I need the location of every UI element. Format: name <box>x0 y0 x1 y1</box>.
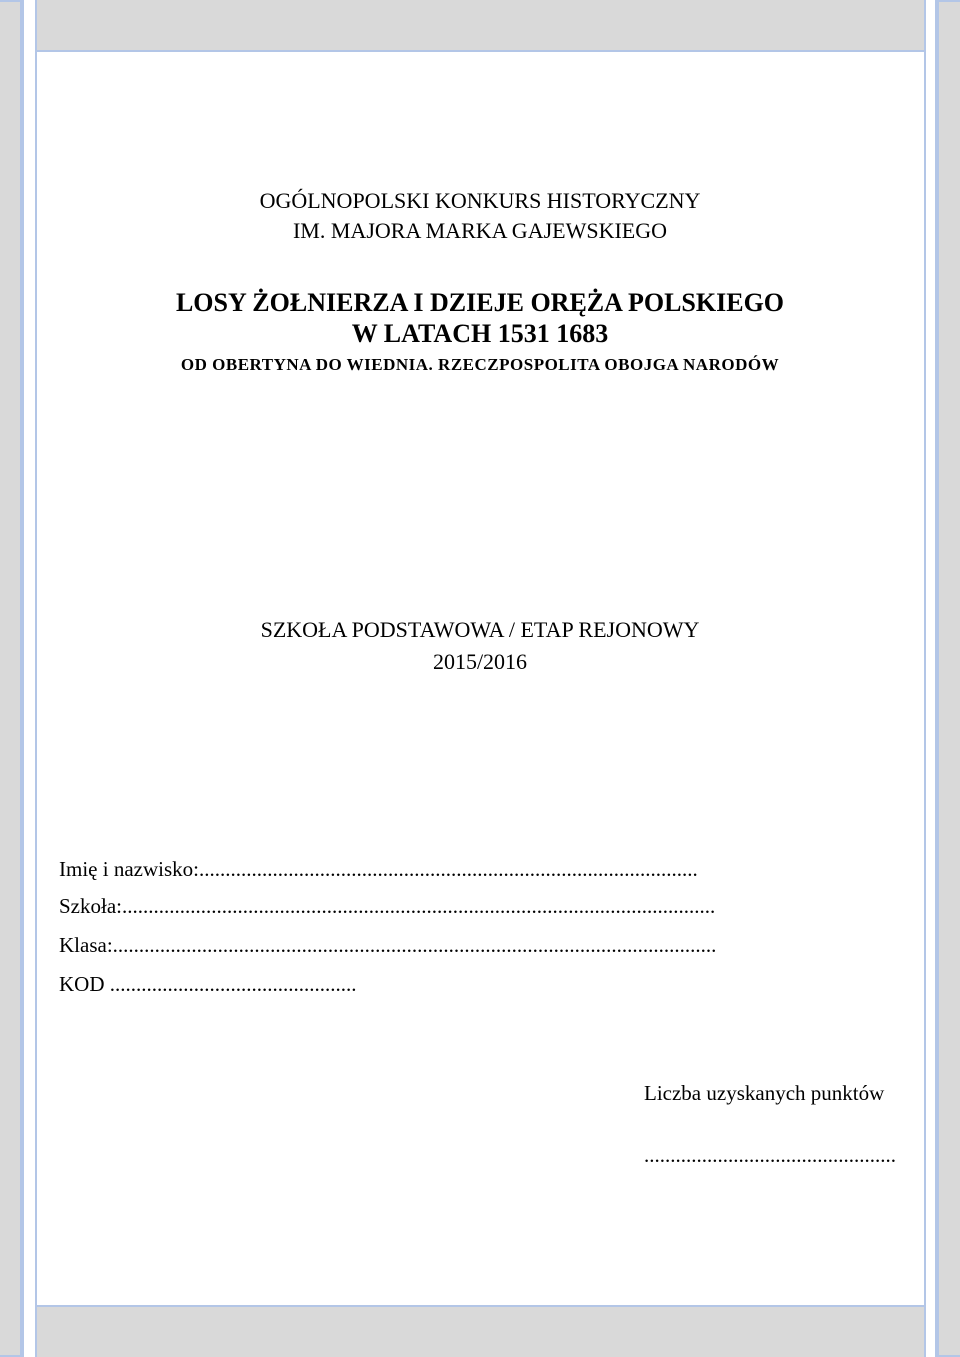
code-field: KOD ............................................... <box>59 972 357 996</box>
school-level: SZKOŁA PODSTAWOWA / ETAP REJONOWY <box>260 617 700 642</box>
points-field: ................................................ <box>644 1143 896 1167</box>
bottom-band <box>35 1305 926 1357</box>
points-label: Liczba uzyskanych punktów <box>644 1081 885 1105</box>
name-field: Imię i nazwisko:............................................................................................... <box>59 857 698 881</box>
contest-years: W LATACH 1531 1683 <box>351 319 609 348</box>
school-year: 2015/2016 <box>432 649 528 674</box>
school-field: Szkoła:................................................................................................................. <box>59 894 716 918</box>
contest-name: OGÓLNOPOLSKI KONKURS HISTORYCZNY <box>259 188 701 213</box>
contest-subtitle: OD OBERTYNA DO WIEDNIA. RZECZPOSPOLITA OBOJGA NARODÓW <box>180 355 780 374</box>
contest-patron: IM. MAJORA MARKA GAJEWSKIEGO <box>292 218 668 243</box>
top-band <box>35 0 926 52</box>
class-field: Klasa:................................................................................................................... <box>59 933 717 957</box>
contest-title: LOSY ŻOŁNIERZA I DZIEJE ORĘŻA POLSKIEGO <box>175 288 785 317</box>
